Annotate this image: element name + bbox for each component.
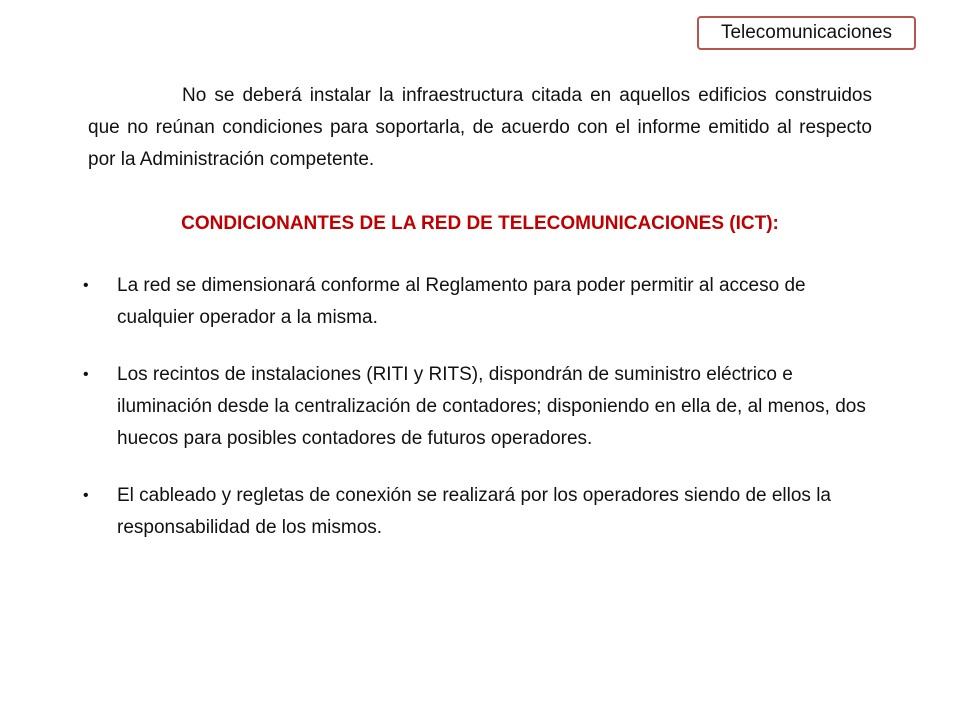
list-item-text: La red se dimensionará conforme al Reglamento para poder permitir al acceso de cualquier operador a la misma. [117,275,806,328]
bullet-icon: • [83,366,89,383]
list-item-text: El cableado y regletas de conexión se realizará por los operadores siendo de ellos la responsabilidad de los mismos. [117,485,831,538]
bullet-icon: • [83,487,89,504]
bullet-icon: • [83,277,89,294]
list-item-text: Los recintos de instalaciones (RITI y RITS), dispondrán de suministro eléctrico e iluminación desde la centralización de contadores; disponiendo en ella de, al menos, dos huecos para posibles contadores de futuros operadores. [117,364,866,449]
conditions-list [0,270,960,569]
section-tag-label: Telecomunicaciones [720,22,893,43]
section-tag [697,16,916,50]
intro-paragraph: No se deberá instalar la infraestructura citada en aquellos edificios construidos que no reúnan condiciones para soportarla, de acuerdo con el informe emitido al respecto por la Administración competente. [88,85,872,170]
list-item [0,270,877,334]
section-heading: CONDICIONANTES DE LA RED DE TELECOMUNICACIONES (ICT): [181,213,779,234]
list-item [0,359,877,455]
list-item [0,480,877,544]
